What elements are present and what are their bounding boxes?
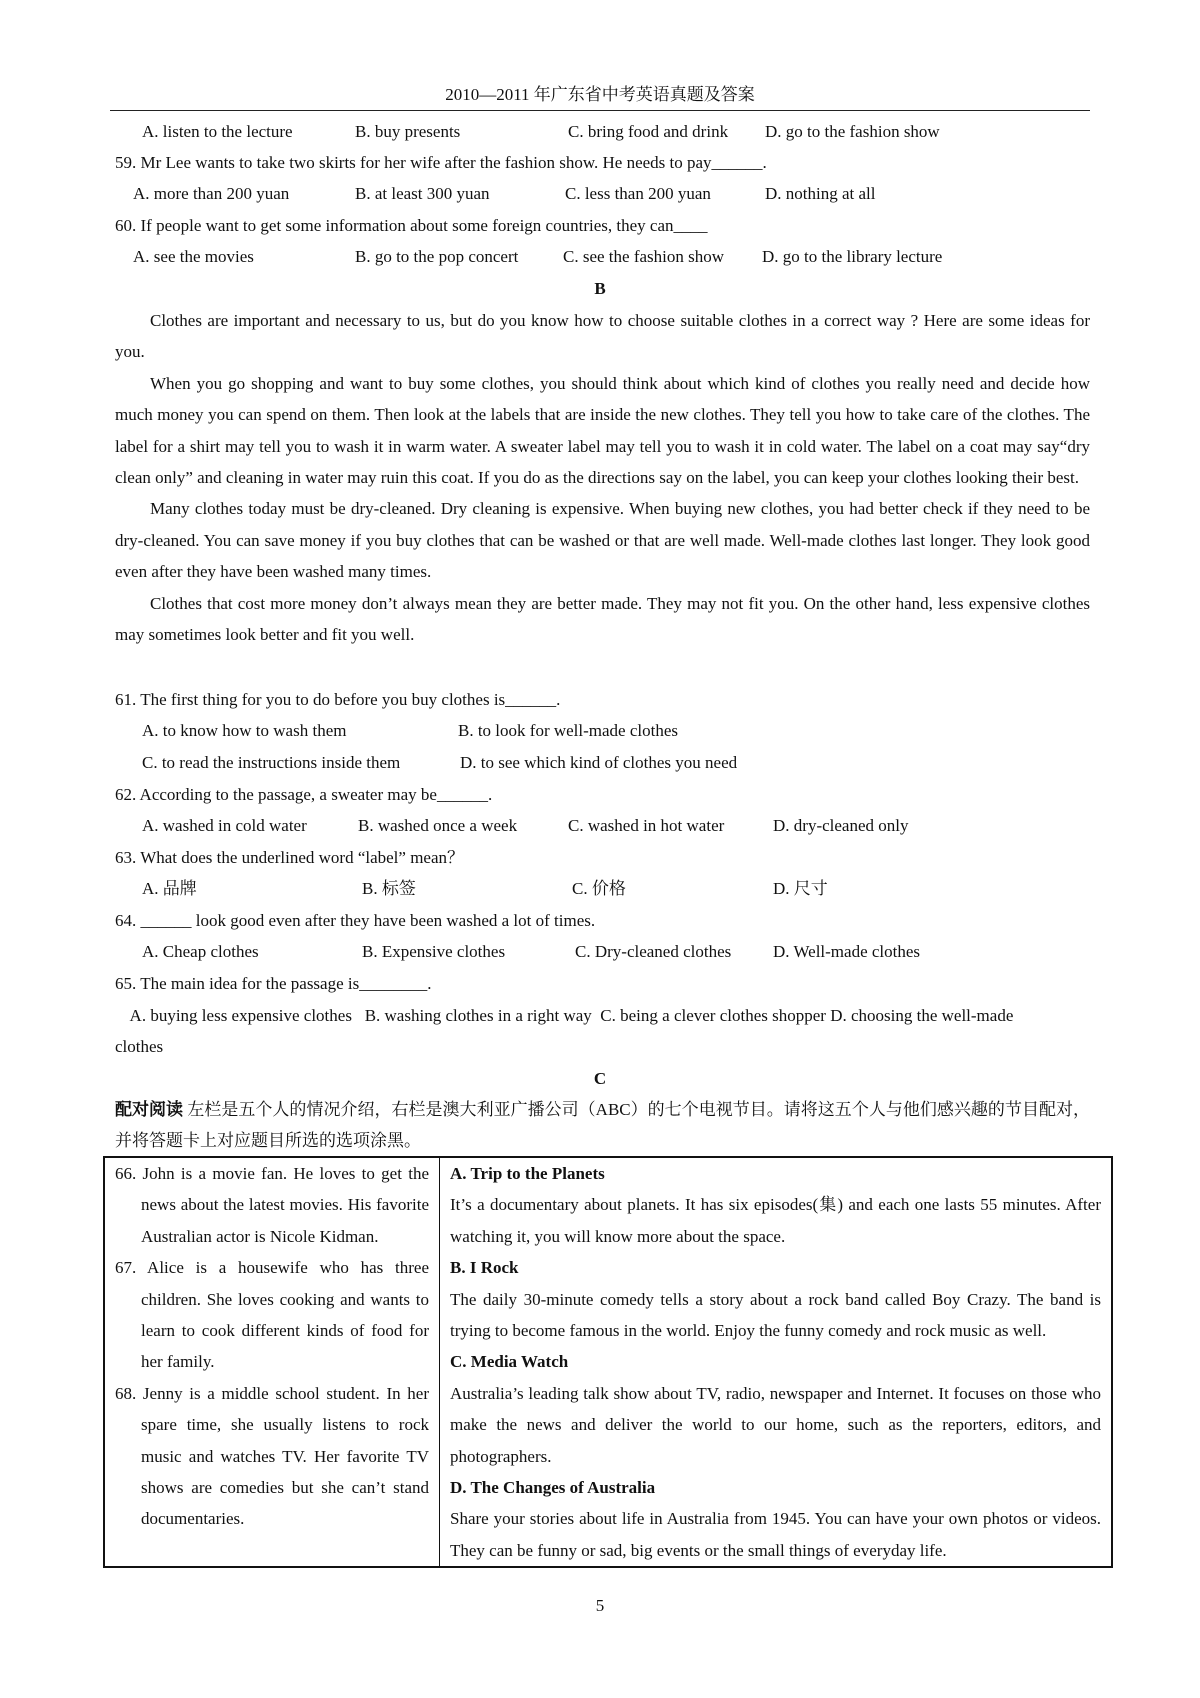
- page-header: 2010—2011 年广东省中考英语真题及答案: [445, 85, 755, 104]
- q58-option-a: A. listen to the lecture: [142, 122, 293, 141]
- q59-option-b: B. at least 300 yuan: [355, 184, 490, 203]
- q62-option-c: C. washed in hot water: [568, 816, 725, 835]
- q63-option-b: B. 标签: [362, 879, 416, 898]
- q63-option-d: D. 尺寸: [773, 879, 828, 898]
- q63-option-a: A. 品牌: [142, 879, 197, 898]
- q64-option-d: D. Well-made clothes: [773, 942, 921, 961]
- section-c-heading: C: [593, 1069, 607, 1088]
- q61-option-a: A. to know how to wash them: [142, 721, 347, 740]
- q60-option-b: B. go to the pop concert: [355, 247, 519, 266]
- q60-option-a: A. see the movies: [133, 247, 254, 266]
- q61-stem: 61. The first thing for you to do before you buy clothes is______.: [115, 690, 561, 709]
- passage-paragraph: When you go shopping and want to buy some clothes, you should think about which kind of clothes you really need and decide how much money you can spend on them. Then look at the labels that are inside the new clothes. They tell you how to take care of the clothes. The label for a shirt may tell you to wash it in warm water. A sweater label may tell you to wash it in cold water. The label on a coat may say“dry clean only” and cleaning in water may ruin this coat. If you do as the directions say on the label, you can keep your clothes looking their best.: [115, 373, 1090, 488]
- section-b-passage: [115, 305, 1090, 650]
- q60-stem: 60. If people want to get some information about some foreign countries, they can____: [115, 216, 708, 235]
- q58-option-c: C. bring food and drink: [568, 122, 729, 141]
- q62-option-b: B. washed once a week: [358, 816, 518, 835]
- q59-option-c: C. less than 200 yuan: [565, 184, 711, 203]
- q64-option-b: B. Expensive clothes: [362, 942, 506, 961]
- q64-stem: 64. ______ look good even after they have been washed a lot of times.: [115, 911, 596, 930]
- program-title: B. I Rock: [450, 1258, 519, 1278]
- instructions-text: 左栏是五个人的情况介绍，右栏是澳大利亚广播公司（ABC）的七个电视节目。请将这五个人与他们感兴趣的节目配对，并将答题卡上对应题目所选的选项涂黑。: [115, 1100, 1091, 1151]
- matching-table: [103, 1156, 1113, 1568]
- program-description: Australia’s leading talk show about TV, radio, newspaper and Internet. It focuses on those who make the news and deliver the world to our home, such as the reporters, editors, and photographers.: [450, 1383, 1101, 1466]
- passage-paragraph: Many clothes today must be dry-cleaned. Dry cleaning is expensive. When buying new clothes, you had better check if they need to be dry-cleaned. You can save money if you buy clothes that can be washed or that are well made. Well-made clothes last longer. They look good even after they have been washed many times.: [115, 499, 1090, 582]
- q63-option-c: C. 价格: [572, 879, 626, 898]
- person-item: 66. John is a movie fan. He loves to get the news about the latest movies. His favorite Australian actor is Nicole Kidman.: [115, 1164, 429, 1246]
- q61-option-d: D. to see which kind of clothes you need: [460, 753, 738, 772]
- q58-option-d: D. go to the fashion show: [765, 122, 940, 141]
- q61-option-c: C. to read the instructions inside them: [142, 753, 401, 772]
- programs-column: [440, 1157, 1113, 1567]
- person-item: 68. Jenny is a middle school student. In her spare time, she usually listens to rock music and watches TV. Her favorite TV shows are comedies but she can’t stand documentaries.: [115, 1383, 429, 1529]
- q64-option-a: A. Cheap clothes: [142, 942, 259, 961]
- header-rule: [110, 110, 1090, 111]
- q65-options: A. buying less expensive clothes B. washing clothes in a right way C. being a clever clothes shopper D. choosing the well-made: [122, 1006, 1014, 1025]
- program-description: Share your stories about life in Australia from 1945. You can have your own photos or videos. They can be funny or sad, big events or the small things of everyday life.: [450, 1509, 1101, 1560]
- q65-options-continued: clothes: [115, 1037, 164, 1056]
- instructions-title: 配对阅读: [115, 1100, 184, 1119]
- section-b-heading: B: [594, 279, 606, 298]
- q62-stem: 62. According to the passage, a sweater may be______.: [115, 785, 493, 804]
- q60-option-d: D. go to the library lecture: [762, 247, 943, 266]
- q62-option-a: A. washed in cold water: [142, 816, 307, 835]
- q61-option-b: B. to look for well-made clothes: [458, 721, 679, 740]
- program-description: The daily 30-minute comedy tells a story about a rock band called Boy Crazy. The band is trying to become famous in the world. Enjoy the funny comedy and rock music as well.: [450, 1289, 1101, 1341]
- q63-stem: 63. What does the underlined word “label” mean？: [115, 848, 465, 867]
- program-title: A. Trip to the Planets: [450, 1164, 605, 1183]
- q59-stem: 59. Mr Lee wants to take two skirts for her wife after the fashion show. He needs to pay______.: [115, 153, 767, 172]
- people-column: [104, 1157, 440, 1567]
- passage-paragraph: Clothes that cost more money don’t always mean they are better made. They may not fit you. On the other hand, less expensive clothes may sometimes look better and fit you well.: [115, 593, 1090, 645]
- person-item: 67. Alice is a housewife who has three children. She loves cooking and wants to learn to cook different kinds of food for her family.: [115, 1258, 429, 1372]
- program-title: C. Media Watch: [450, 1352, 569, 1372]
- q62-option-d: D. dry-cleaned only: [773, 816, 909, 835]
- q59-option-a: A. more than 200 yuan: [133, 184, 290, 203]
- q65-stem: 65. The main idea for the passage is________.: [115, 974, 432, 993]
- section-c-instructions: [115, 1094, 1090, 1157]
- q59-option-d: D. nothing at all: [765, 184, 876, 203]
- q58-option-b: B. buy presents: [355, 122, 461, 141]
- passage-paragraph: Clothes are important and necessary to us, but do you know how to choose suitable clothes in a correct way ? Here are some ideas for you.: [115, 311, 1090, 362]
- page-number: 5: [595, 1596, 605, 1615]
- q60-option-c: C. see the fashion show: [563, 247, 725, 266]
- program-description: It’s a documentary about planets. It has six episodes(集) and each one lasts 55 minutes. After watching it, you will know more about the space.: [450, 1195, 1101, 1246]
- program-title: D. The Changes of Australia: [450, 1478, 656, 1498]
- q64-option-c: C. Dry-cleaned clothes: [575, 942, 732, 961]
